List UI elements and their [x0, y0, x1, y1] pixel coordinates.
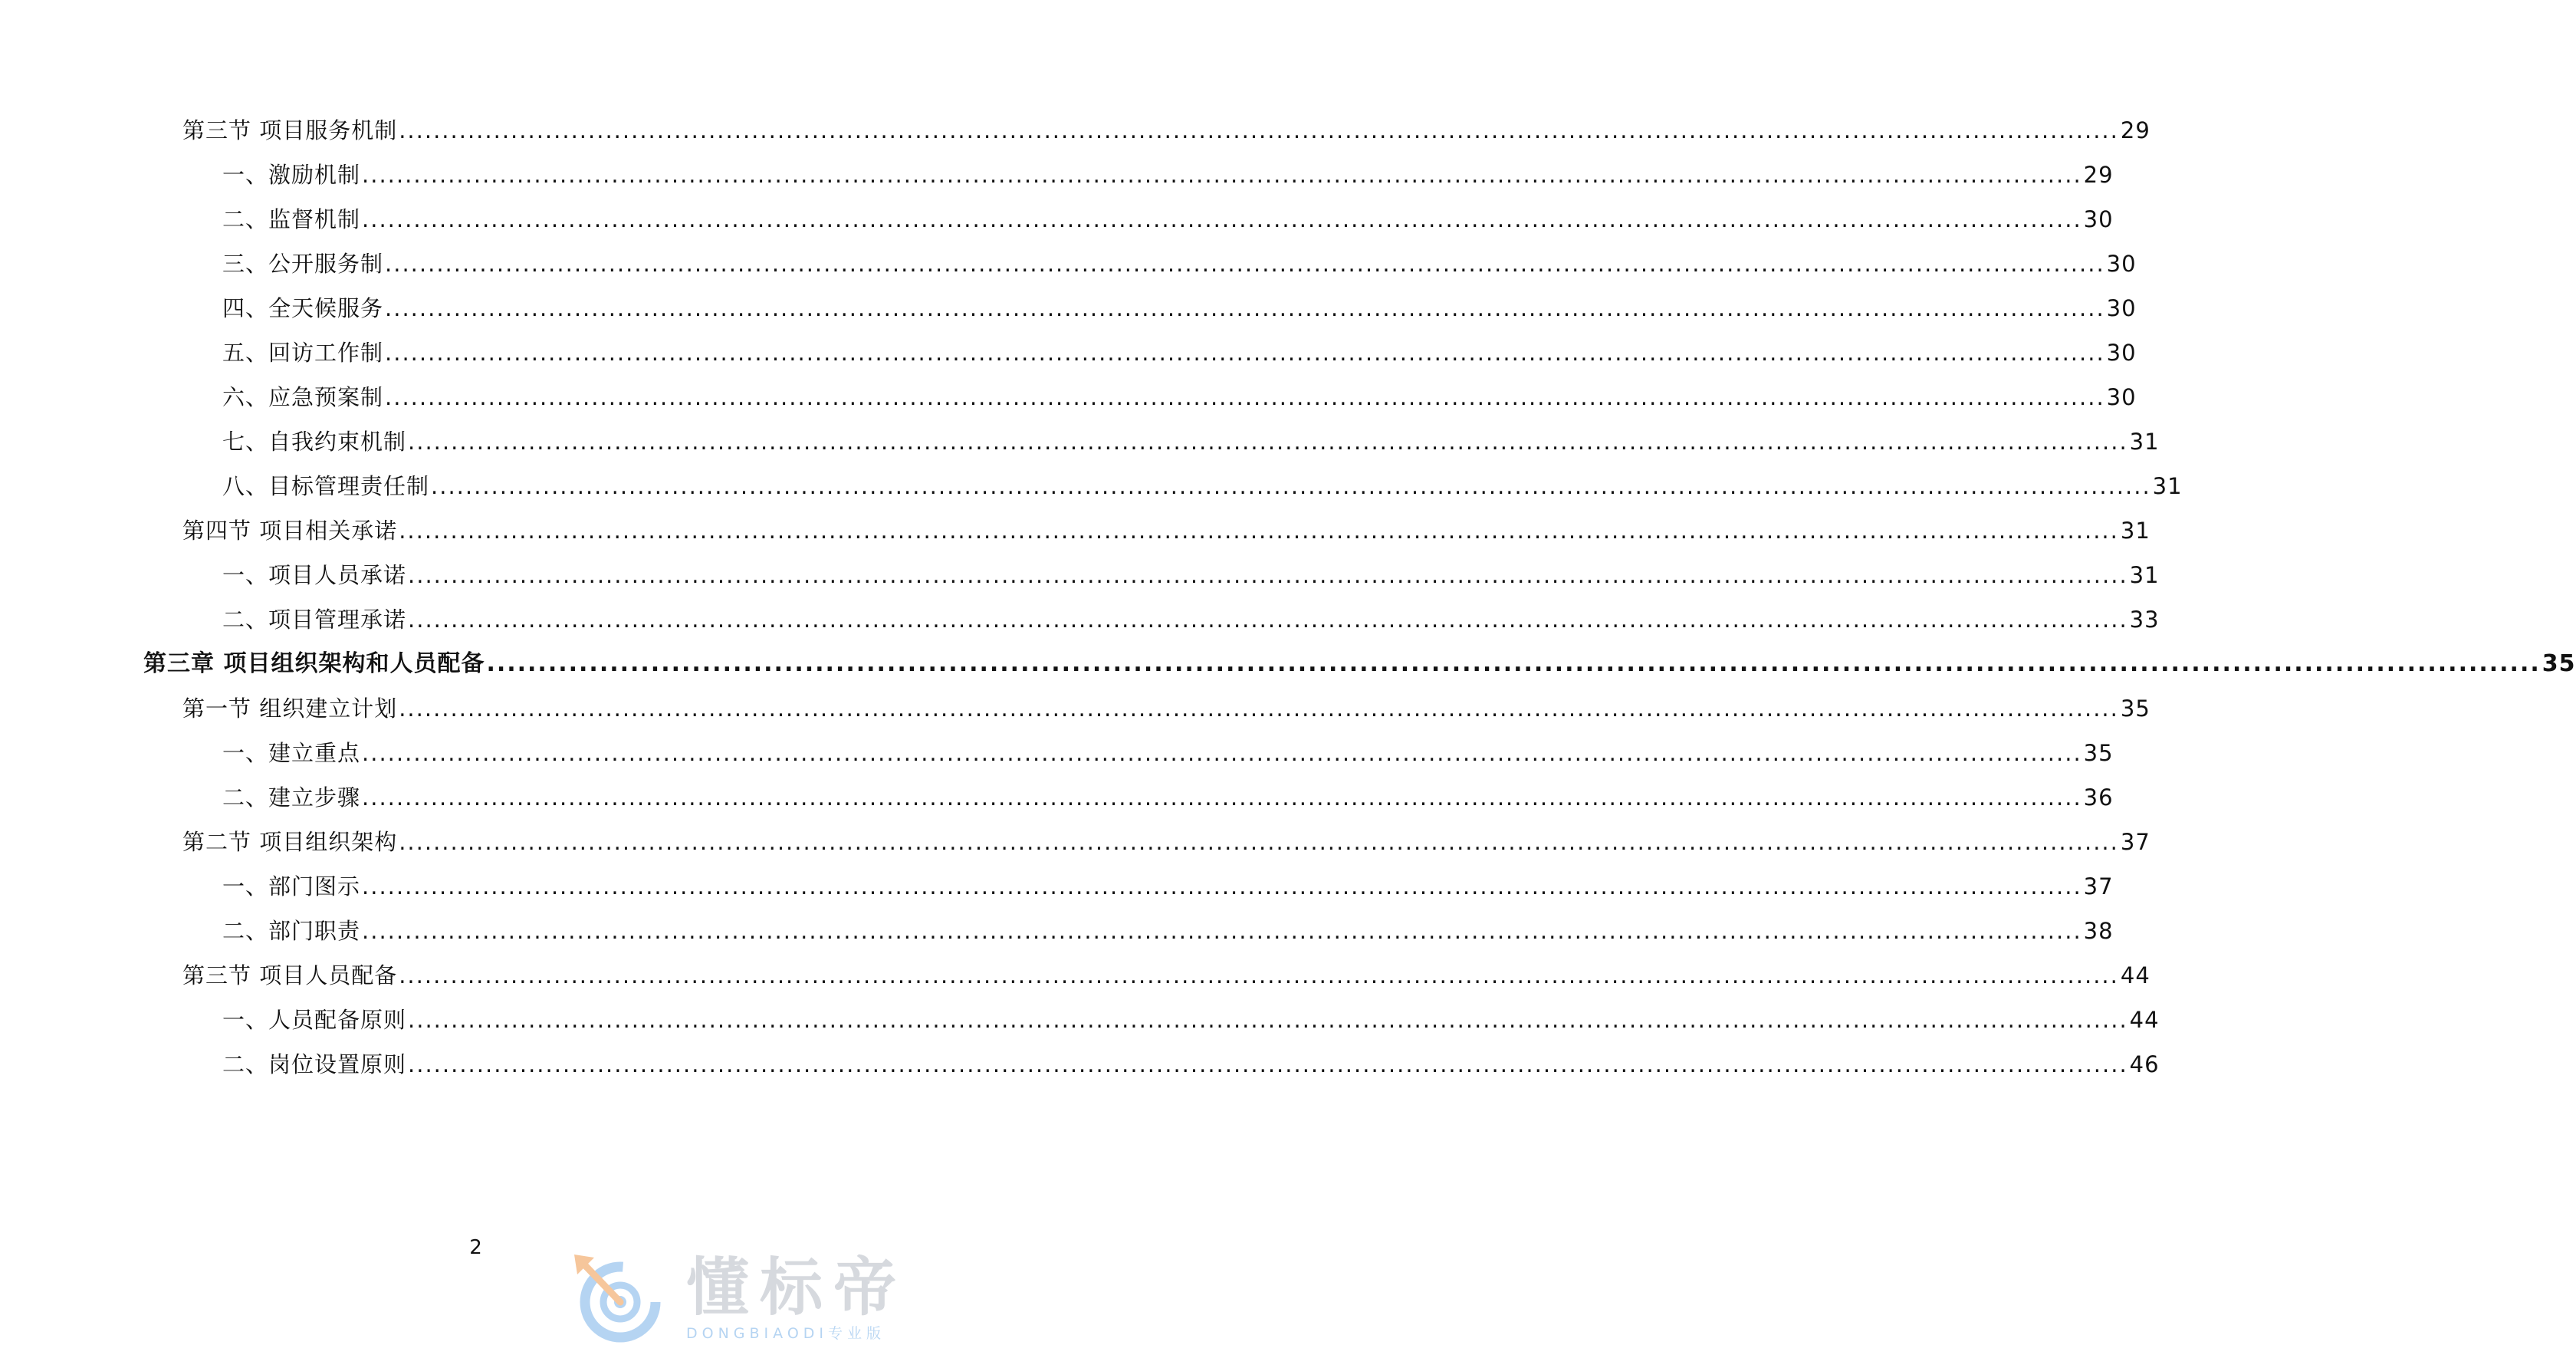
toc-entry-title: 一、部门图示 — [222, 873, 361, 899]
toc-entry-title: 一、激励机制 — [222, 162, 361, 188]
toc-entry-title: 六、应急预案制 — [222, 384, 384, 410]
toc-entry-page: 44 — [2129, 1007, 2160, 1033]
page-number: 2 — [469, 1236, 482, 1259]
toc-entry-item[interactable] — [222, 337, 2137, 368]
toc-entry-page: 31 — [2129, 562, 2160, 588]
dot-leader: ........................................................................................................................................................................................................ — [408, 429, 2128, 455]
dot-leader: ........................................................................................................................................................................................................ — [399, 962, 2119, 988]
toc-entry-item[interactable] — [222, 248, 2137, 279]
toc-entry-title: 第三节 项目服务机制 — [182, 117, 398, 143]
toc-entry-item[interactable] — [222, 560, 2160, 590]
dot-leader: ........................................................................................................................................................................................................ — [399, 696, 2119, 722]
dot-leader: ........................................................................................................................................................................................................ — [362, 206, 2082, 232]
dot-leader: ........................................................................................................................................................................................................ — [385, 251, 2105, 277]
toc-entry-title: 一、项目人员承诺 — [222, 562, 407, 588]
dot-leader: ........................................................................................................................................................................................................ — [408, 1007, 2128, 1033]
toc-entry-section[interactable] — [182, 115, 2150, 146]
toc-entry-page: 36 — [2083, 784, 2114, 811]
toc-entry-page: 38 — [2083, 918, 2114, 944]
dot-leader: ........................................................................................................................................................................................................ — [362, 784, 2082, 811]
toc-entry-page: 35 — [2120, 696, 2150, 722]
toc-entry-title: 一、人员配备原则 — [222, 1007, 407, 1033]
toc-entry-item[interactable] — [222, 426, 2160, 457]
toc-entry-title: 四、全天候服务 — [222, 295, 384, 321]
dot-leader: ........................................................................................................................................................................................................ — [399, 829, 2119, 855]
dot-leader: ........................................................................................................................................................................................................ — [408, 607, 2128, 633]
toc-entry-page: 29 — [2083, 162, 2114, 188]
toc-entry-page: 35 — [2542, 650, 2576, 677]
toc-entry-page: 33 — [2129, 607, 2160, 633]
toc-entry-page: 31 — [2120, 518, 2150, 544]
toc-entry-item[interactable] — [222, 871, 2114, 902]
toc-entry-item[interactable] — [222, 916, 2114, 946]
dot-leader: ........................................................................................................................................................................................................ — [408, 1051, 2128, 1077]
dot-leader: ........................................................................................................................................................................................................ — [362, 918, 2082, 944]
toc-entry-item[interactable] — [222, 1005, 2160, 1035]
watermark-subtitle: DONGBIAODI专业版 — [686, 1325, 886, 1342]
target-logo-icon — [571, 1251, 667, 1345]
toc-entry-section[interactable] — [182, 960, 2150, 991]
toc-entry-page: 37 — [2083, 873, 2114, 899]
dot-leader: ........................................................................................................................................................................................................ — [385, 340, 2105, 366]
toc-entry-title: 第三节 项目人员配备 — [182, 962, 398, 988]
toc-entry-page: 46 — [2129, 1051, 2160, 1077]
toc-entry-title: 第二节 项目组织架构 — [182, 829, 398, 855]
dot-leader: ........................................................................................................................................................................................................ — [399, 518, 2119, 544]
toc-entry-section[interactable] — [182, 827, 2150, 857]
watermark-brand: 懂标帝 — [686, 1251, 908, 1324]
toc-entry-title: 八、目标管理责任制 — [222, 473, 430, 499]
toc-entry-item[interactable] — [222, 159, 2114, 190]
dot-leader: ........................................................................................................................................................................................................ — [362, 873, 2082, 899]
watermark — [571, 1251, 932, 1345]
toc-entry-title: 第一节 组织建立计划 — [182, 696, 398, 722]
toc-entry-page: 30 — [2083, 206, 2114, 232]
toc-entry-item[interactable] — [222, 1049, 2160, 1080]
toc-entry-item[interactable] — [222, 382, 2137, 413]
toc-entry-page: 29 — [2120, 117, 2150, 143]
toc-entry-title: 七、自我约束机制 — [222, 429, 407, 455]
dot-leader: ........................................................................................................................................................................................................ — [362, 740, 2082, 766]
toc-entry-item[interactable] — [222, 604, 2160, 635]
toc-entry-page: 35 — [2083, 740, 2114, 766]
toc-entry-page: 31 — [2152, 473, 2183, 499]
toc-entry-page: 30 — [2106, 340, 2137, 366]
toc-entry-item[interactable] — [222, 471, 2183, 501]
dot-leader: ........................................................................................................................................................................................................ — [431, 473, 2151, 499]
toc-entry-item[interactable] — [222, 204, 2114, 235]
toc-entry-page: 31 — [2129, 429, 2160, 455]
dot-leader: ........................................................................................................................................................................................................ — [362, 162, 2082, 188]
toc-entry-title: 二、建立步骤 — [222, 784, 361, 811]
toc-entry-title: 二、监督机制 — [222, 206, 361, 232]
toc-entry-page: 37 — [2120, 829, 2150, 855]
toc-entry-section[interactable] — [182, 693, 2150, 724]
toc-entry-title: 二、部门职责 — [222, 918, 361, 944]
dot-leader: ........................................................................................................................................................................................................ — [385, 295, 2105, 321]
toc-entry-title: 一、建立重点 — [222, 740, 361, 766]
toc-entry-title: 二、岗位设置原则 — [222, 1051, 407, 1077]
toc-entry-title: 三、公开服务制 — [222, 251, 384, 277]
toc-entry-title: 第四节 项目相关承诺 — [182, 518, 398, 544]
toc-entry-section[interactable] — [182, 515, 2150, 546]
dot-leader: ........................................................................................................................................................................................................ — [399, 117, 2119, 143]
toc-entry-title: 第三章 项目组织架构和人员配备 — [143, 650, 485, 677]
dot-leader: ........................................................................................................................................................................................................ — [486, 650, 2541, 677]
toc-entry-page: 30 — [2106, 251, 2137, 277]
dot-leader: ........................................................................................................................................................................................................ — [408, 562, 2128, 588]
toc-entry-title: 五、回访工作制 — [222, 340, 384, 366]
toc-entry-page: 30 — [2106, 384, 2137, 410]
toc-entry-title: 二、项目管理承诺 — [222, 607, 407, 633]
toc-entry-item[interactable] — [222, 738, 2114, 768]
dot-leader: ........................................................................................................................................................................................................ — [385, 384, 2105, 410]
toc-entry-chapter[interactable] — [143, 649, 2576, 679]
toc-entry-page: 30 — [2106, 295, 2137, 321]
toc-entry-item[interactable] — [222, 293, 2137, 324]
toc-entry-page: 44 — [2120, 962, 2150, 988]
toc-entry-item[interactable] — [222, 782, 2114, 813]
